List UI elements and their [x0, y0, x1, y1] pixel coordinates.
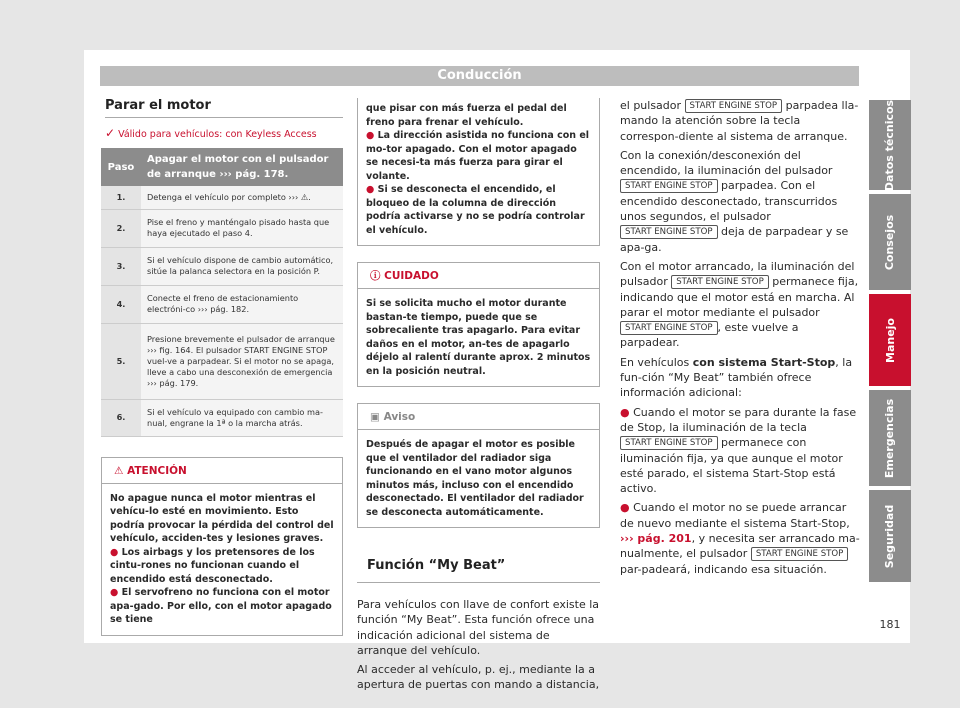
atencion-text: No apague nunca el motor mientras el vehícu-lo esté en movimiento. Esto podría provocar la pérdida del control del vehículo, acciden-tes y lesiones graves.: [110, 492, 334, 544]
tab-label: Emergencias: [883, 398, 897, 478]
atencion-continued-box: [357, 98, 600, 246]
note-icon: ▣: [370, 411, 384, 423]
paragraph: [620, 259, 860, 351]
tab-label: Manejo: [883, 317, 897, 363]
start-engine-stop-key: START ENGINE STOP: [620, 436, 718, 450]
page-number: 181: [879, 618, 901, 631]
page-header: Conducción: [100, 66, 859, 86]
step-text: Detenga el vehículo por completo ››› ⚠.: [141, 186, 343, 209]
bullet-icon: ●: [110, 587, 122, 598]
bullet-icon: ●: [620, 501, 634, 515]
step-number: 2.: [101, 209, 141, 247]
step-text: Conecte el freno de estacionamiento electróni-co ››› pág. 182.: [141, 285, 343, 323]
aviso-title: Aviso: [383, 411, 416, 423]
step-text: Si el vehículo dispone de cambio automático, sitúe la palanca selectora en la posición P.: [141, 247, 343, 285]
continued-bullet: [366, 129, 591, 183]
start-engine-stop-key: START ENGINE STOP: [751, 547, 849, 561]
column-1: [101, 98, 343, 636]
bullet-icon: ●: [110, 546, 122, 558]
cuidado-text: Si se solicita mucho el motor durante bastan-te tiempo, puede que se sobrecaliente tras apagarlo. Para evitar daños en el motor, an-tes de apagarlo déjelo al ralentí durante aprox. 2 minutos en la posición neutral.: [366, 298, 591, 377]
bullet-icon: ●: [620, 405, 634, 419]
cuidado-header: [358, 263, 599, 289]
aviso-box: [357, 403, 600, 528]
tab-label: Seguridad: [883, 504, 897, 568]
paragraph: Al acceder al vehículo, p. ej., mediante la a apertura de puertas con mando a distancia,: [357, 663, 600, 692]
text: permanece con iluminación fija, ya que aunque el motor esté parado, el sistema Start-Stop está activo.: [620, 436, 843, 496]
section-title-parar: Parar el motor: [105, 98, 343, 118]
step-text: Presione brevemente el pulsador de arranque ››› fig. 164. El pulsador START ENGINE STOP vuel-ve a parpadear. Si el motor no se apaga, lleve a cabo una desconexión de emergencia ››› pág. 179.: [141, 323, 343, 399]
aviso-header: [358, 404, 599, 430]
steps-table: [101, 148, 343, 437]
step-number: 3.: [101, 247, 141, 285]
table-row: [101, 399, 343, 436]
cuidado-box: [357, 262, 600, 387]
bullet-icon: ●: [366, 130, 378, 141]
atencion-box: [101, 457, 343, 636]
text: Con la conexión/desconexión del encendido, la iluminación del pulsador: [620, 148, 833, 178]
table-row: [101, 323, 343, 399]
text: deja de parpadear y se apa-ga.: [620, 225, 849, 254]
bullet-text: La dirección asistida no funciona con el mo-tor apagado. Con el motor apagado se necesi-ta más fuerza para girar el volante.: [366, 130, 590, 182]
text: el pulsador: [620, 99, 682, 112]
step-number: 6.: [101, 399, 141, 436]
table-row: [101, 186, 343, 209]
text: , la fun-ción “My Beat” también ofrece información adicional:: [620, 355, 853, 400]
atencion-bullet: [110, 546, 334, 587]
check-icon: ✓: [105, 126, 116, 140]
text: , y necesita ser arrancado ma-nualmente, el pulsador: [620, 532, 860, 561]
bullet-item: [620, 405, 860, 497]
start-engine-stop-key: START ENGINE STOP: [620, 179, 718, 193]
bold-text: con sistema Start-Stop: [692, 355, 836, 369]
bullet-icon: ●: [366, 184, 378, 195]
cuidado-title: CUIDADO: [384, 270, 439, 282]
paragraph: [620, 98, 860, 144]
step-number: 1.: [101, 186, 141, 209]
tab-label: Datos técnicos: [883, 99, 897, 191]
text: , este vuelve a parpadear.: [620, 321, 799, 350]
validity-text: Válido para vehículos: con Keyless Access: [118, 129, 317, 140]
table-row: [101, 285, 343, 323]
paragraph: [620, 355, 860, 401]
text: Cuando el motor se para durante la fase de Stop, la iluminación de la tecla: [620, 405, 857, 434]
text: Cuando el motor no se puede arrancar de nuevo mediante el sistema Start-Stop,: [620, 501, 850, 530]
bullet-text: El servofreno no funciona con el motor apa-gado. Por ello, con el motor apagado se tiene: [110, 587, 332, 625]
section-title-mybeat: Función “My Beat”: [357, 558, 600, 583]
tab-seguridad[interactable]: [869, 490, 911, 582]
caution-icon: ⓘ: [370, 270, 385, 282]
atencion-title: ATENCIÓN: [127, 464, 187, 477]
text: permanece fija, indicando que el motor está en marcha. Al parar el motor mediante el pulsador: [620, 275, 859, 319]
table-header: [101, 148, 343, 186]
column-2: [357, 98, 600, 697]
paragraph: [620, 148, 860, 255]
atencion-bullet: [110, 586, 334, 627]
start-engine-stop-key: START ENGINE STOP: [620, 321, 718, 335]
bullet-text: Si se desconecta el encendido, el bloqueo de la columna de dirección podría activarse y no se podría controlar el vehículo.: [366, 184, 585, 236]
step-text: Si el vehículo va equipado con cambio ma-nual, engrane la 1ª o la marcha atrás.: [141, 399, 343, 436]
text: parpadea. Con el encendido desconectado, transcurridos unos segundos, el pulsador: [620, 179, 838, 224]
tab-manejo[interactable]: [869, 294, 911, 386]
start-engine-stop-key: START ENGINE STOP: [685, 99, 783, 113]
text: En vehículos: [620, 355, 690, 369]
validity-note: [105, 126, 343, 140]
atencion-header: [102, 458, 342, 484]
step-number: 4.: [101, 285, 141, 323]
page-link[interactable]: ››› pág. 201: [620, 532, 692, 546]
continued-text: que pisar con más fuerza el pedal del freno para frenar el vehículo.: [366, 103, 567, 128]
tab-consejos[interactable]: [869, 194, 911, 290]
step-number: 5.: [101, 323, 141, 399]
atencion-body: [102, 484, 342, 635]
bullet-text: Los airbags y los pretensores de los cintu-rones no funcionan cuando el encendido está desconectado.: [110, 546, 315, 585]
tab-emergencias[interactable]: [869, 390, 911, 486]
text: Con el motor arrancado, la iluminación del pulsador: [620, 259, 855, 289]
bullet-item: [620, 500, 860, 576]
atencion-continued-body: [358, 98, 599, 245]
tab-datos-tecnicos[interactable]: [869, 100, 911, 190]
start-engine-stop-key: START ENGINE STOP: [671, 275, 769, 289]
header-action: Apagar el motor con el pulsador de arranque ››› pág. 178.: [141, 148, 343, 186]
header-paso: Paso: [101, 148, 141, 186]
continued-bullet: [366, 183, 591, 237]
text: parpadea lla-mando la atención sobre la tecla correspon-diente al sistema de arranque.: [620, 99, 859, 143]
step-text: Pise el freno y manténgalo pisado hasta que haya ejecutado el paso 4.: [141, 209, 343, 247]
aviso-text: Después de apagar el motor es posible que el ventilador del radiador siga funcionando en el vano motor algunos minutos más, incluso con el encendido desconectado. El ventilador del radiador se desconecta automáticamente.: [366, 439, 584, 518]
text: par-padeará, indicando esa situación.: [620, 562, 827, 576]
mybeat-body: [357, 597, 600, 693]
tab-label: Consejos: [883, 214, 897, 270]
paragraph: Para vehículos con llave de confort existe la función “My Beat”. Esta función ofrece una indicación adicional del sistema de arranque del vehículo.: [357, 598, 600, 657]
warning-icon: ⚠: [114, 464, 128, 477]
start-engine-stop-key: START ENGINE STOP: [620, 225, 718, 239]
mybeat-section: [357, 558, 600, 583]
column-3: [620, 98, 860, 581]
table-row: [101, 209, 343, 247]
table-row: [101, 247, 343, 285]
